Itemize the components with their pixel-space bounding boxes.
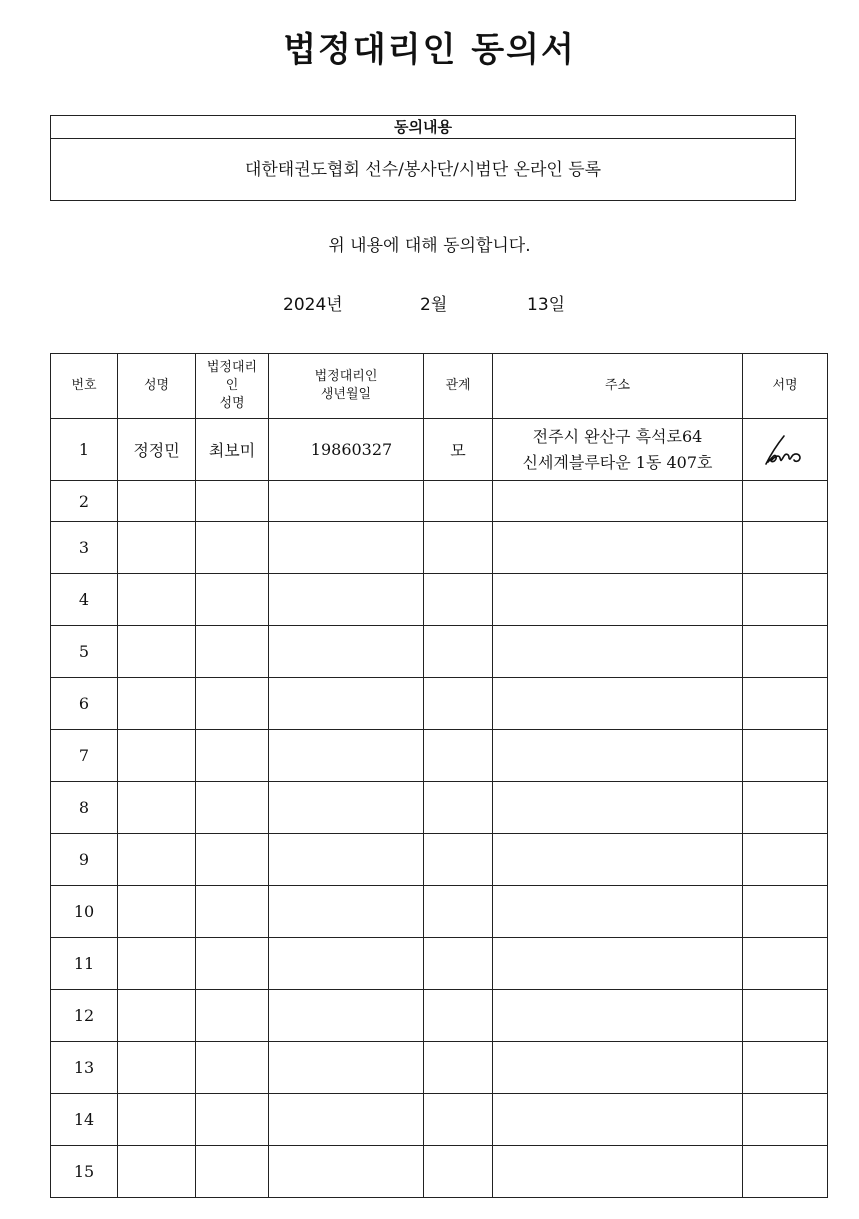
guardian-table bbox=[50, 353, 828, 1198]
cell-name: 정정민 bbox=[118, 419, 196, 481]
cell-no: 4 bbox=[51, 574, 118, 626]
cell-no: 11 bbox=[51, 938, 118, 990]
table-header-row bbox=[51, 354, 828, 419]
table-row bbox=[51, 1094, 828, 1146]
header-guardian-name bbox=[196, 354, 269, 419]
header-name: 성명 bbox=[118, 354, 196, 419]
table-row bbox=[51, 782, 828, 834]
cell-no: 10 bbox=[51, 886, 118, 938]
agree-statement: 위 내용에 대해 동의합니다. bbox=[328, 236, 531, 256]
table-row bbox=[51, 522, 828, 574]
header-guardian-name-line2: 인 bbox=[225, 378, 239, 393]
document-title: 법정대리인 동의서 bbox=[283, 30, 576, 70]
date-month: 2월 bbox=[420, 295, 448, 315]
cell-no: 6 bbox=[51, 678, 118, 730]
cell-no: 15 bbox=[51, 1146, 118, 1198]
header-guardian-birth bbox=[269, 354, 424, 419]
table-row bbox=[51, 886, 828, 938]
header-guardian-birth-line1: 법정대리인 bbox=[314, 369, 378, 384]
consent-content: 대한태권도협회 선수/봉사단/시범단 온라인 등록 bbox=[244, 160, 602, 180]
table-row bbox=[51, 990, 828, 1042]
address-line2: 신세계블루타운 1동 407호 bbox=[522, 452, 713, 472]
table-row bbox=[51, 574, 828, 626]
consent-box bbox=[50, 115, 796, 201]
cell-no: 7 bbox=[51, 730, 118, 782]
table-row bbox=[51, 678, 828, 730]
header-guardian-name-line3: 성명 bbox=[219, 396, 245, 411]
cell-no: 2 bbox=[51, 481, 118, 522]
cell-no: 9 bbox=[51, 834, 118, 886]
cell-no: 8 bbox=[51, 782, 118, 834]
header-relation: 관계 bbox=[424, 354, 493, 419]
table-row bbox=[51, 419, 828, 481]
cell-no: 5 bbox=[51, 626, 118, 678]
table-row bbox=[51, 626, 828, 678]
cell-relation: 모 bbox=[424, 419, 493, 481]
cell-no: 14 bbox=[51, 1094, 118, 1146]
table-row bbox=[51, 1042, 828, 1094]
cell-no: 13 bbox=[51, 1042, 118, 1094]
cell-no: 1 bbox=[51, 419, 118, 481]
cell-no: 12 bbox=[51, 990, 118, 1042]
table-row bbox=[51, 938, 828, 990]
date-day: 13일 bbox=[527, 295, 566, 315]
table-row bbox=[51, 481, 828, 522]
consent-header: 동의내용 bbox=[51, 116, 795, 139]
date-year: 2024년 bbox=[283, 295, 343, 315]
cell-no: 3 bbox=[51, 522, 118, 574]
cell-guardian-birth: 19860327 bbox=[269, 419, 424, 481]
table-row bbox=[51, 834, 828, 886]
header-guardian-birth-line2: 생년월일 bbox=[320, 387, 372, 402]
cell-guardian-name: 최보미 bbox=[196, 419, 269, 481]
table-row bbox=[51, 730, 828, 782]
table-row bbox=[51, 1146, 828, 1198]
header-address: 주소 bbox=[493, 354, 743, 419]
header-no: 번호 bbox=[51, 354, 118, 419]
handwritten-signature bbox=[762, 432, 808, 468]
address-line1: 전주시 완산구 흑석로64 bbox=[532, 426, 703, 446]
header-guardian-name-line1: 법정대리 bbox=[206, 360, 258, 375]
cell-signature bbox=[743, 419, 828, 481]
cell-address bbox=[493, 419, 743, 481]
header-signature: 서명 bbox=[743, 354, 828, 419]
